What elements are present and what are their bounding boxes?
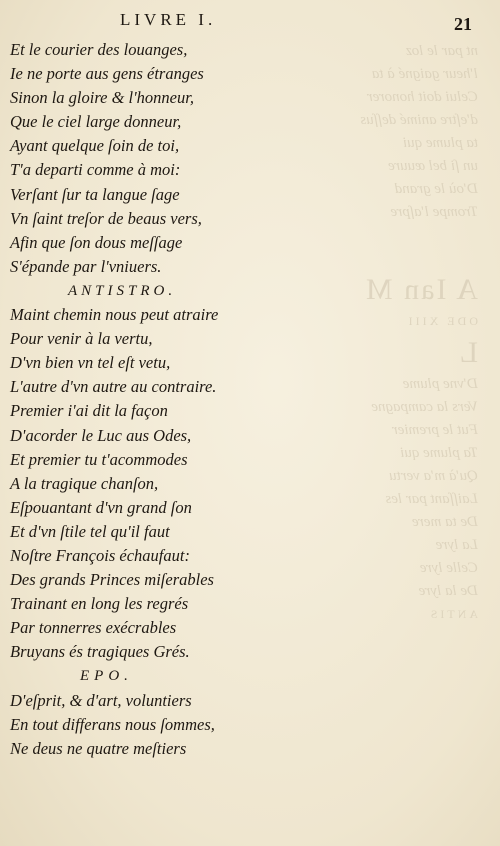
section-heading: ANTISTRO.	[68, 282, 177, 299]
verse-line: Trainant en long les regrés	[10, 594, 189, 614]
verse-line: Et le courier des louanges,	[10, 40, 188, 59]
verse-line: Pour venir à la vertu,	[10, 329, 153, 349]
verse-line: D'eſprit, & d'art, voluntiers	[10, 690, 192, 710]
section-heading: EPO.	[80, 668, 133, 685]
verse-line: A la tragique chanſon,	[10, 473, 159, 493]
verse-line: Verſant ſur ta langue ſage	[10, 184, 180, 204]
verse-line: Et premier tu t'acommodes	[10, 449, 188, 469]
verse-line: Et d'vn ſtile tel qu'il faut	[10, 521, 170, 541]
verse-line: Noſtre François échaufaut:	[10, 545, 190, 565]
verse-line: L'autre d'vn autre au contraire.	[10, 377, 217, 397]
verse-line: Ne deus ne quatre meſtiers	[10, 738, 187, 758]
verse-line: Bruyans és tragiques Grés.	[10, 642, 190, 662]
verse-line: D'acorder le Luc aus Odes,	[10, 425, 192, 445]
verse-line: Par tonnerres exécrables	[10, 618, 177, 638]
verse-line: S'épande par l'vniuers.	[10, 256, 162, 276]
verse-line: Eſpouantant d'vn grand ſon	[10, 497, 192, 517]
show-through-text: nt par le loz l'heur gaigné à ta Celui doit honorer d'eſtre animé deſſus ta plume qui un ſi bel œuure D'où le grand Trompe l'aſpre A Ian M ODE XIII L D'vne plume Vers la campagne Fut le premier Ta plume qui Qu'à m'a vertu Laiſſant par les De ta mere La lyre Celle lyre De la lyre ANTIS	[360, 43, 478, 621]
verse-line: Maint chemin nous peut atraire	[10, 305, 219, 325]
verse-line: Sinon la gloire & l'honneur,	[10, 88, 194, 108]
verse-line: Premier i'ai dit la façon	[10, 401, 168, 421]
running-title: LIVRE I.	[120, 10, 217, 29]
verse-line: T'a departi comme à moi:	[10, 160, 181, 180]
verse-line: Vn ſaint treſor de beaus vers,	[10, 208, 202, 228]
verse-line: En tout differans nous ſommes,	[10, 714, 215, 734]
verse-line: Ayant quelque ſoin de toi,	[10, 136, 180, 156]
verse-block	[10, 38, 470, 761]
verse-line: Que le ciel large donneur,	[10, 112, 182, 132]
verse-line: Des grands Princes miſerables	[10, 570, 214, 590]
verse-line: D'vn bien vn tel eſt vetu,	[10, 353, 171, 373]
page-number: 21	[454, 14, 472, 34]
verse-line: Ie ne porte aus gens étranges	[10, 64, 204, 84]
verse-line: Afin que ſon dous meſſage	[10, 232, 183, 252]
